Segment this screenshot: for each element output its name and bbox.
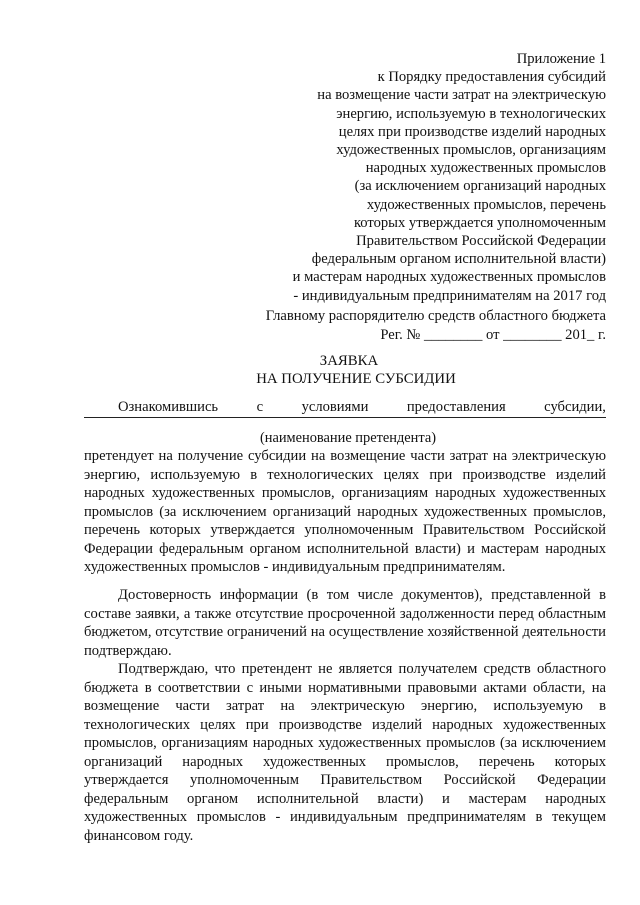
paragraph-text: Подтверждаю, что претендент не является получателем средств областного бюджета в соответствии с иными нормативными правовыми актами области, на возмещение части затрат на электрическую энергию, используемую в технологических целях при производстве изделий народных художественных промыслов, организациям народных художественных промыслов (за исключением организаций народных художественных промыслов, перечень которых утверждается уполномоченным Правительством Российской Федерации федеральным органом исполнительной власти) и мастерам народных художественных промыслов - индивидуальным предпринимателям в текущем финансовом году. <box>84 661 606 844</box>
appendix-line: на возмещение части затрат на электрическую <box>317 87 606 104</box>
paragraph-text: претендует на получение субсидии на возмещение части затрат на электрическую энергию, используемую в технологических целях при производстве изделий народных художественных промыслов, организациям народных художественных промыслов (за исключением организаций народных художественных промыслов, перечень которых утверждается уполномоченным Правительством Российской Федерации федеральным органом исполнительной власти) и мастерам народных художественных промыслов - индивидуальным предпринимателям. <box>84 448 606 575</box>
appendix-header <box>266 50 606 305</box>
appendix-line: федеральным органом исполнительной власти) <box>311 251 606 268</box>
appendix-line: целях при производстве изделий народных <box>338 123 606 140</box>
appendix-line: и мастерам народных художественных промыслов <box>292 269 606 286</box>
appendix-line: Правительством Российской Федерации <box>356 233 606 250</box>
intro-word: субсидии, <box>544 399 606 415</box>
recipient-line: Главному распорядителю средств областного бюджета <box>265 308 606 324</box>
paragraph-confirmation <box>84 660 606 845</box>
applicant-name-caption: (наименование претендента) <box>259 430 437 446</box>
intro-line <box>118 398 606 416</box>
appendix-line: - индивидуальным предпринимателям на 2017 год <box>293 287 606 304</box>
appendix-line: которых утверждается уполномоченным <box>353 214 606 231</box>
paragraph-text: Достоверность информации (в том числе документов), представленной в составе заявки, а также отсутствие просроченной задолженности перед областным бюджетом, отсутствие ограничений на осуществление хозяйственной деятельности подтверждаю. <box>84 587 606 659</box>
paragraph-reliability <box>84 586 606 660</box>
intro-word: Ознакомившись <box>118 399 219 415</box>
appendix-line: художественных промыслов, организациям <box>336 142 606 159</box>
appendix-line: Приложение 1 <box>516 51 606 67</box>
applicant-name-field <box>84 417 606 418</box>
document-title: ЗАЯВКА <box>319 353 379 369</box>
intro-word: предоставления <box>406 399 506 415</box>
intro-word: с <box>256 399 264 415</box>
appendix-line: художественных промыслов, перечень <box>366 196 606 213</box>
appendix-line: народных художественных промыслов <box>365 160 606 177</box>
document-subtitle: НА ПОЛУЧЕНИЕ СУБСИДИИ <box>256 371 456 387</box>
appendix-line: энергию, используемую в технологических <box>336 105 606 122</box>
appendix-line: (за исключением организаций народных <box>354 178 606 195</box>
recipient-block <box>266 307 606 344</box>
registration-line: Рег. № ________ от ________ 201_ г. <box>380 326 606 343</box>
paragraph-claim <box>84 447 606 577</box>
appendix-line: к Порядку предоставления субсидий <box>377 69 606 86</box>
intro-word: условиями <box>301 399 369 415</box>
